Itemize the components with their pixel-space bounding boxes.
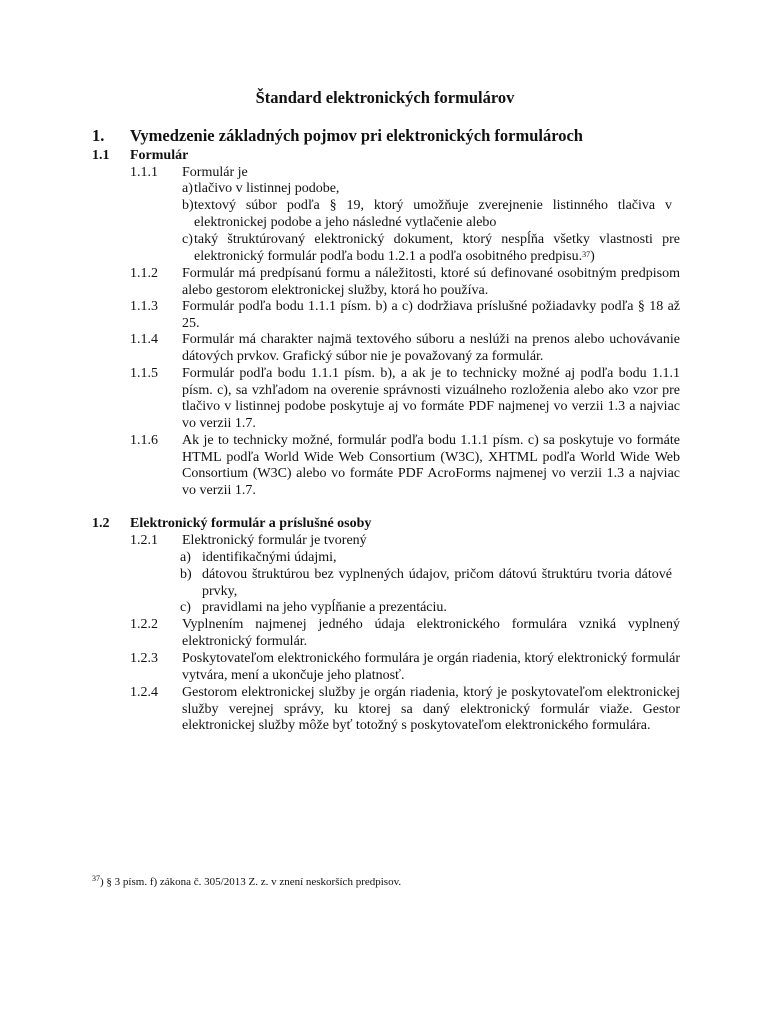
list-text: pravidlami na jeho vypĺňanie a prezentáciu.	[202, 600, 447, 615]
item-text: Formulár podľa bodu 1.1.1 písm. b) a c) dodržiava príslušné požiadavky podľa § 18 až 25.	[182, 299, 680, 331]
item-text: Poskytovateľom elektronického formulára je orgán riadenia, ktorý elektronický formulár vytvára, mení a ukončuje jeho platnosť.	[182, 651, 680, 683]
list-text-body: taký štruktúrovaný elektronický dokument, ktorý nespĺňa všetky vlastnosti pre elektronický formulár podľa bodu 1.2.1 a podľa osobitného predpisu.	[194, 232, 680, 264]
item-text: Vyplnením najmenej jedného údaja elektronického formulára vzniká vyplnený elektronický formulár.	[182, 617, 680, 649]
list-label: b)	[180, 567, 192, 582]
item-text: Formulár podľa bodu 1.1.1 písm. b), a ak je to technicky možné aj podľa bodu 1.1.1 písm. c), sa vzhľadom na overenie správnosti vizuálneho rozloženia alebo ako vzor pre tlačivo v listinnej podobe poskytuje aj vo formáte PDF najmenej vo verzii 1.3 a najviac vo verzii 1.7.	[182, 366, 680, 431]
list-text: dátovou štruktúrou bez vyplnených údajov, pričom dátovú štruktúru tvoria dátové prvky,	[202, 567, 672, 599]
subsection-title: Elektronický formulár a príslušné osoby	[130, 516, 372, 531]
list-label: c)	[180, 600, 191, 615]
footnote-reference: 37	[582, 249, 591, 259]
footnote-mark: 37	[92, 874, 100, 883]
section-number: 1.	[92, 126, 105, 145]
item-number: 1.1.3	[130, 299, 158, 314]
footnote-text: § 3 písm. f) zákona č. 305/2013 Z. z. v znení neskorších predpisov.	[103, 876, 402, 888]
subsection-number: 1.2	[92, 516, 110, 531]
item-number: 1.1.1	[130, 165, 158, 180]
list-label: b)	[182, 198, 194, 213]
list-text	[194, 232, 680, 265]
item-text: Formulár má predpísanú formu a náležitosti, ktoré sú definované osobitným predpisom alebo gestorom elektronickej služby, ktorá ho používa.	[182, 266, 680, 298]
footnote-reference-paren: )	[590, 248, 595, 264]
footnote	[92, 876, 401, 888]
footnote-mark-paren: )	[100, 876, 104, 888]
subsection-number: 1.1	[92, 148, 110, 163]
item-number: 1.2.3	[130, 651, 158, 666]
item-text: Formulár je	[182, 165, 248, 180]
item-number: 1.1.2	[130, 266, 158, 281]
list-label: c)	[182, 232, 193, 247]
item-text: Formulár má charakter najmä textového súboru a neslúži na prenos alebo uchovávanie dátových prvkov. Grafický súbor nie je považovaný za formulár.	[182, 332, 680, 364]
list-label: a)	[180, 550, 191, 565]
section-title: Vymedzenie základných pojmov pri elektronických formulároch	[130, 126, 583, 145]
item-number: 1.1.4	[130, 332, 158, 347]
item-number: 1.2.4	[130, 685, 158, 700]
list-label: a)	[182, 181, 193, 196]
item-number: 1.2.1	[130, 533, 158, 548]
list-text: identifikačnými údajmi,	[202, 550, 337, 565]
subsection-title: Formulár	[130, 148, 189, 163]
item-text: Elektronický formulár je tvorený	[182, 533, 367, 548]
list-text: textový súbor podľa § 19, ktorý umožňuje zverejnenie listinného tlačiva v elektronickej podobe a jeho následné vytlačenie alebo	[194, 198, 672, 230]
item-number: 1.1.5	[130, 366, 158, 381]
item-number: 1.2.2	[130, 617, 158, 632]
item-number: 1.1.6	[130, 433, 158, 448]
item-text: Ak je to technicky možné, formulár podľa bodu 1.1.1 písm. c) sa poskytuje vo formáte HTML podľa World Wide Web Consortium (W3C), XHTML podľa World Wide Web Consortium (W3C) alebo vo formáte PDF AcroForms najmenej vo verzii 1.3 a najviac vo verzii 1.7.	[182, 433, 680, 498]
list-text: tlačivo v listinnej podobe,	[194, 181, 340, 196]
item-text: Gestorom elektronickej služby je orgán riadenia, ktorý je poskytovateľom elektronickej služby verejnej správy, ku ktorej sa daný elektronický formulár viaže. Gestor elektronickej služby môže byť totožný s poskytovateľom elektronického formulára.	[182, 685, 680, 734]
document-title: Štandard elektronických formulárov	[255, 88, 515, 107]
